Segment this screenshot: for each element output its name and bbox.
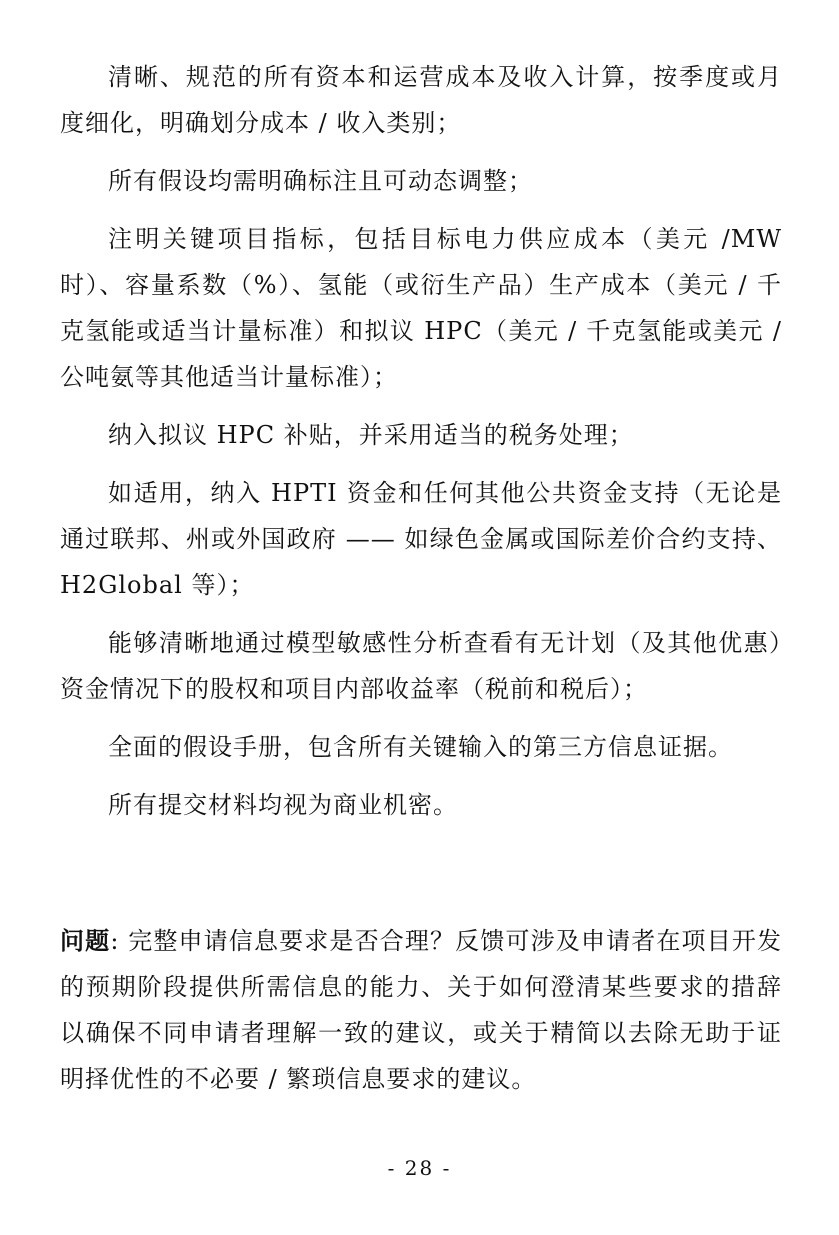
paragraph-hpc-subsidy: 纳入拟议 HPC 补贴，并采用适当的税务处理；: [108, 421, 634, 449]
paragraph-assumptions: 所有假设均需明确标注且可动态调整；: [108, 167, 533, 195]
paragraph-confidentiality: 所有提交材料均视为商业机密。: [108, 791, 458, 819]
question-paragraph: [60, 918, 782, 1102]
question-text: 完整申请信息要求是否合理？反馈可涉及申请者在项目开发的预期阶段提供所需信息的能力、关于如何澄清某些要求的措辞以确保不同申请者理解一致的建议，或关于精简以去除无助于证明择优性的不必要 / 繁琐信息要求的建议。: [60, 927, 783, 1093]
paragraph-public-funding: 如适用，纳入 HPTI 资金和任何其他公共资金支持（无论是通过联邦、州或外国政府 —— 如绿色金属或国际差价合约支持、H2Global 等）；: [60, 479, 782, 599]
paragraph-key-metrics: 注明关键项目指标，包括目标电力供应成本（美元 /MW时）、容量系数（%）、氢能（或衍生产品）生产成本（美元 / 千克氢能或适当计量标准）和拟议 HPC（美元 / 千克氢能或美元 / 公吨氨等其他适当计量标准）；: [60, 225, 782, 391]
page-number: - 28 -: [387, 1156, 452, 1180]
paragraph-sensitivity-analysis: 能够清晰地通过模型敏感性分析查看有无计划（及其他优惠）资金情况下的股权和项目内部收益率（税前和税后）；: [60, 629, 782, 703]
document-body: [60, 54, 782, 828]
paragraph-assumption-book: 全面的假设手册，包含所有关键输入的第三方信息证据。: [108, 733, 733, 761]
question-separator: :: [110, 927, 129, 955]
question-label: 问题: [60, 926, 111, 955]
paragraph-calculations: 清晰、规范的所有资本和运营成本及收入计算，按季度或月度细化，明确划分成本 / 收入类别；: [60, 63, 782, 137]
